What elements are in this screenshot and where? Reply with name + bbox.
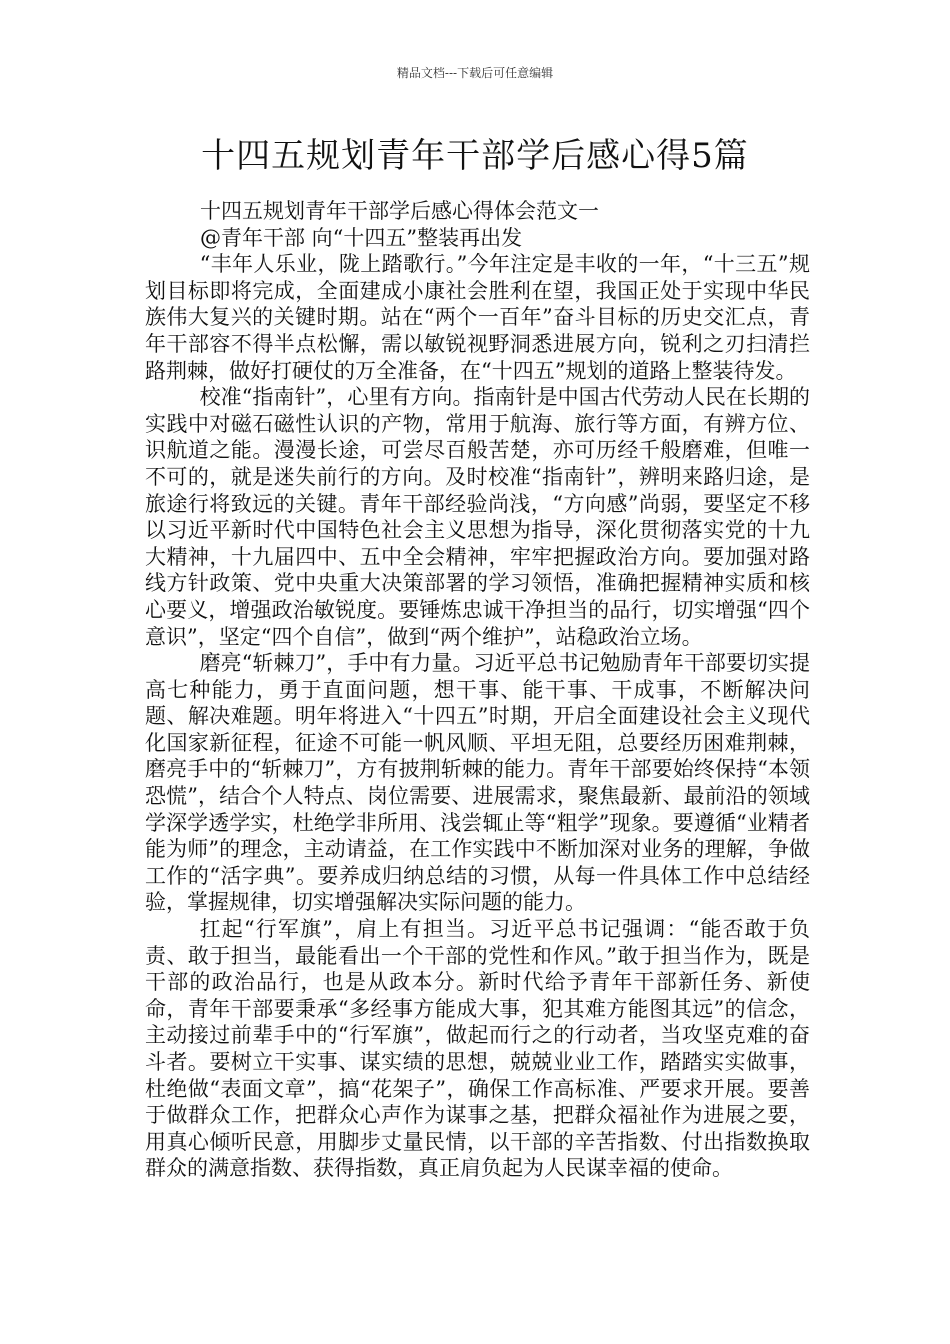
document-body <box>145 198 810 1182</box>
section-heading: 十四五规划青年干部学后感心得体会范文一 <box>200 199 599 223</box>
article-heading: @青年干部 向“十四五”整装再出发 <box>200 225 523 250</box>
paragraph-intro: “丰年人乐业，陇上踏歌行。”今年注定是丰收的一年，“十三五”规划目标即将完成，全面建成小康社会胜利在望，我国正处于实现中华民族伟大复兴的关键时期。站在“两个一百年”奋斗目标的历史交汇点，青年干部容不得半点松懈，需以敏锐视野洞悉进展方向，锐利之刃扫清拦路荆棘，做好打硬仗的万全准备，在“十四五”规划的道路上整装待发。 <box>145 252 810 383</box>
paragraph-blade: 磨亮“斩棘刀”，手中有力量。习近平总书记勉励青年干部要切实提高七种能力，勇于直面问题，想干事、能干事、干成事，不断解决问题、解决难题。明年将进入“十四五”时期，开启全面建设社会主义现代化国家新征程，征途不可能一帆风顺、平坦无阻，总要经历困难荆棘，磨亮手中的“斩棘刀”，方有披荆斩棘的能力。青年干部要始终保持“本领恐慌”，结合个人特点、岗位需要、进展需求，聚焦最新、最前沿的领域学深学透学实，杜绝学非所用、浅尝辄止等“粗学”现象。要遵循“业精者能为师”的理念，主动请益，在工作实践中不断加深对业务的理解，争做工作的“活字典”。要养成归纳总结的习惯，从每一件具体工作中总结经验，掌握规律，切实增强解决实际问题的能力。 <box>145 651 810 915</box>
paragraph-flag: 扛起“行军旗”，肩上有担当。习近平总书记强调：“能否敢于负责、敢于担当，最能看出一个干部的党性和作风。”敢于担当作为，既是干部的政治品行，也是从政本分。新时代给予青年干部新任务、新使命，青年干部要秉承“多经事方能成大事，犯其难方能图其远”的信念，主动接过前辈手中的“行军旗”，做起而行之的行动者，当攻坚克难的奋斗者。要树立干实事、谋实绩的思想，兢兢业业工作，踏踏实实做事，杜绝做“表面文章”，搞“花架子”，确保工作高标准、严要求开展。要善于做群众工作，把群众心声作为谋事之基，把群众福祉作为进展之要，用真心倾听民意，用脚步丈量民情，以干部的辛苦指数、付出指数换取群众的满意指数、获得指数，真正肩负起为人民谋幸福的使命。 <box>145 917 810 1181</box>
paragraph-compass: 校准“指南针”，心里有方向。指南针是中国古代劳动人民在长期的实践中对磁石磁性认识的产物，常用于航海、旅行等方面，有辨方位、识航道之能。漫漫长途，可尝尽百般苦楚，亦可历经千般磨难，但唯一不可的，就是迷失前行的方向。及时校准“指南针”，辨明来路归途，是旅途行将致远的关键。青年干部经验尚浅，“方向感”尚弱，要坚定不移以习近平新时代中国特色社会主义思想为指导，深化贯彻落实党的十九大精神，十九届四中、五中全会精神，牢牢把握政治方向。要加强对路线方针政策、党中央重大决策部署的学习领悟，准确把握精神实质和核心要义，增强政治敏锐度。要锤炼忠诚干净担当的品行，切实增强“四个意识”，坚定“四个自信”，做到“两个维护”，站稳政治立场。 <box>145 385 810 649</box>
document-title: 十四五规划青年干部学后感心得5篇 <box>201 136 749 176</box>
header-note: 精品文档---下载后可任意编辑 <box>396 66 554 80</box>
